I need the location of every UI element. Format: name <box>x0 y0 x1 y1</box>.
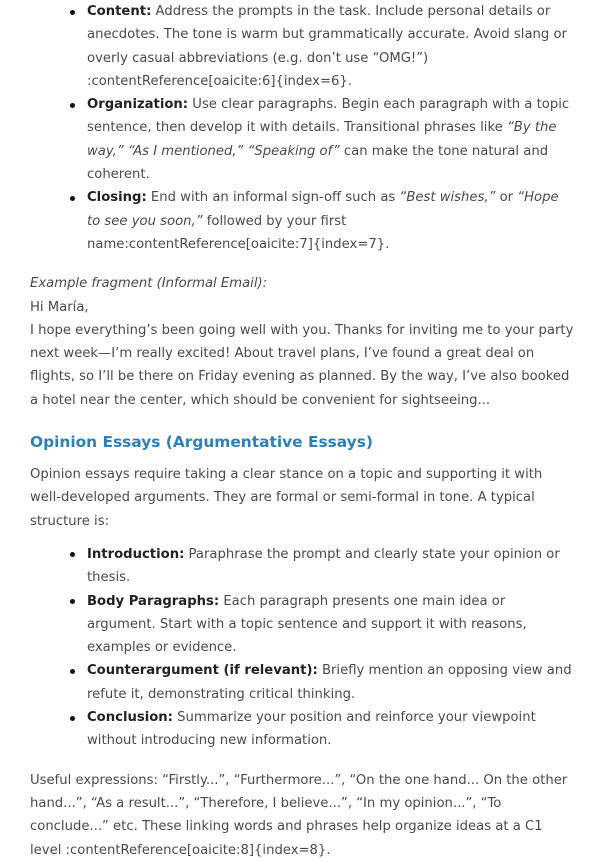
list-item-text: followed by your first name:contentReference[oaicite:7]{index=7}. <box>87 213 390 252</box>
list-item-label: Conclusion: <box>87 710 173 726</box>
list-item-text: or <box>495 190 518 206</box>
list-item-organization <box>70 93 575 186</box>
list-item-label: Closing: <box>87 190 147 206</box>
list-item-text: can make the tone natural and coherent. <box>87 143 549 183</box>
opinion-intro: Opinion essays require taking a clear stance on a topic and supporting it with well-developed arguments. They are formal or semi-formal in tone. A typical structure is: <box>30 467 543 529</box>
list-item-counterargument <box>70 659 575 706</box>
useful-expressions: Useful expressions: “Firstly...”, “Furthermore...”, “On the one hand... On the other hand...”, “As a result...”, “Therefore, I believe...”, “In my opinion...”, “To conclude...” etc. These linking words and phrases help organize ideas at a C1 level :contentReference[oaicite:8]{index=8}. <box>30 772 568 858</box>
example-title: Example fragment (Informal Email): <box>30 276 268 292</box>
list-item-label: Introduction: <box>87 546 185 562</box>
list-item-text: Address the prompts in the task. Include personal details or anecdotes. The tone is warm but grammatically accurate. Avoid slang or overly casual abbreviations (e.g. don’t use “OMG!”) :contentReference[oaicite:6]{index=6}. <box>87 4 567 89</box>
email-tips-list <box>70 0 575 256</box>
sign-off-example: “Hope to see you soon,” <box>87 190 559 229</box>
sign-off-example: “Best wishes,” <box>399 190 496 206</box>
list-item-label: Organization: <box>87 97 189 113</box>
list-item-conclusion <box>70 706 575 753</box>
transitional-phrases: “By the way,” “As I mentioned,” “Speaking of” <box>87 120 557 159</box>
list-item-text: Use clear paragraphs. Begin each paragraph with a topic sentence, then develop it with details. Transitional phrases like <box>87 97 570 136</box>
example-block <box>30 272 575 412</box>
list-item-text: Paraphrase the prompt and clearly state your opinion or thesis. <box>87 546 560 586</box>
list-item-text: Each paragraph presents one main idea or argument. Start with a topic sentence and support it with reasons, examples or evidence. <box>87 593 527 656</box>
list-item-text: End with an informal sign-off such as <box>146 190 400 206</box>
example-body: I hope everything’s been going well with you. Thanks for inviting me to your party next week—I’m really excited! About travel plans, I’ve found a great deal on flights, so I’ll be there on Friday evening as planned. By the way, I’ve also booked a hotel near the center, which should be convenient for sightseeing... <box>30 322 574 408</box>
list-item-text: Briefly mention an opposing view and refute it, demonstrating critical thinking. <box>87 663 572 702</box>
list-item-label: Body Paragraphs: <box>87 593 220 609</box>
list-item-label: Content: <box>87 4 152 19</box>
essay-structure-list <box>70 543 575 753</box>
list-item-body-paragraphs <box>70 590 575 660</box>
list-item-closing <box>70 186 575 256</box>
list-item-content <box>70 0 575 93</box>
list-item-introduction <box>70 543 575 590</box>
list-item-label: Counterargument (if relevant): <box>87 663 318 679</box>
example-greeting: Hi María, <box>30 299 89 315</box>
section-heading: Opinion Essays (Argumentative Essays) <box>30 433 373 452</box>
list-item-text: Summarize your position and reinforce your viewpoint without introducing new information. <box>87 710 536 749</box>
